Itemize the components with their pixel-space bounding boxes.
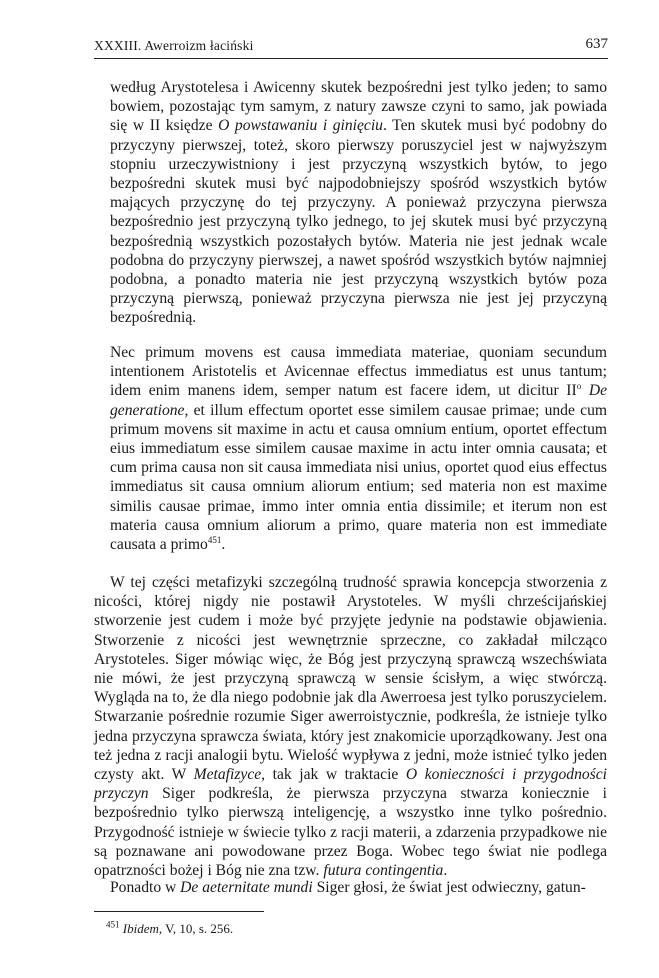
book-title: Metafizyce xyxy=(193,766,262,784)
footnote-divider xyxy=(94,911,264,912)
footnote: $^{451}$ Ibidem, V, 10, s. 256. xyxy=(106,919,234,936)
body-paragraph-continued: Ponadto w De aeternitate mundi Siger głosi, że świat jest odwieczny, gatun- xyxy=(110,879,586,896)
body-paragraph: W tej części metafizyki szczególną trudność sprawia koncepcja stworzenia z nicości, której nigdy nie postawił Arystoteles. W myśli chrześcijańskiej stworzenie jest cudem i może być przyjęte jedynie na podstawie objawienia. Stworzenie z nicości jest wewnętrznie sprzeczne, co zakładał milcząco Arystoteles. Siger mówiąc więc, że Bóg jest przyczyną sprawczą wszechświata nie mówi, że jest przyczyną sprawczą w sensie ścisłym, a więc stwórczą. Wygląda na to, że dla niego podobnie jak dla Awerroesa jest tylko poruszycielem. Stwarzanie pośrednie rozumie Siger awerroistycznie, podkreśla, że istnieje tylko jedna przyczyna sprawcza świata, który jest znakomicie uporządkowany. Jest ona też jedna z racji analogii bytu. Wielość wypływa z jedni, może istnieć tylko jeden czysty akt. W Metafizyce, tak jak w traktacie O konieczności i przygodności przyczyn Siger podkreśla, że pierwsza przyczyna stwarza koniecznie i bezpośrednio tylko pierwszą inteligencję, a wszystko inne tylko pośrednio. Przygodność istnieje w świecie tylko z racji materii, a zdarzenia przypadkowe nie są poznawane ani powodowane przez Boga. Wobec tego świat nie podlega opatrzności bożej i Bóg nie zna tzw. futura contingentia. xyxy=(94,574,608,880)
book-title: De generatione xyxy=(110,382,608,419)
polish-translation-paragraph: według Arystotelesa i Awicenny skutek bezpośredni jest tylko jeden; to samo bowiem, pozostając tym samym, z natury zawsze czyni to samo, jak powiada się w II księdze O powstawaniu i ginięciu. Ten skutek musi być podobny do przyczyny pierwszej, toteż, skoro pierwszy poruszyciel jest w najwyższym stopniu urzeczywistniony i jest przyczyną wszystkich bytów, to jego bezpośredni skutek musi być najpodobniejszy spośród wszystkich bytów mających przyczynę do tej przyczyny. A ponieważ przyczyna pierwsza bezpośrednio jest przyczyną tylko jednego, to jej skutek musi być przyczyną bezpośrednią wszystkich pozostałych bytów. Materia nie jest jednak wcale podobna do przyczyny pierwszej, a nawet spośród wszystkich bytów najmniej podobna, a ponadto materia nie jest przyczyną wszystkich bytów poza przyczyną pierwszą, ponieważ przyczyna pierwsza nie jest jej przyczyną bezpośrednią. xyxy=(110,79,607,327)
latin-quotation-paragraph: Nec primum movens est causa immediata materiae, quoniam secundum intentionem Aristotelis et Avicennae effectus immediatus est unus tantum; idem enim manens idem, semper natum est facere idem, ut dicitur $II^o$ De generatione, et illum effectum oportet esse similem causae primae; unde cum primum movens sit maxime in actu et causa omnium entium, oportet effectum eius immediatum esse similem causae maxime in actu inter omnia causata; et cum prima causa non sit causa immediata nisi unius, oportet quod eius effectus immediatus sit causa omnium aliorum entium; sed materia non est maxime similis causae primae, immo inter omnia entia dissimile; et iterum non est materia causa omnium aliorum a primo, quare materia non est immediate causata a primo$^{451}$. xyxy=(110,344,608,554)
book-title: O powstawaniu i ginięciu xyxy=(218,117,383,135)
book-title: De aeternitate mundi xyxy=(180,879,313,896)
page-number: 637 xyxy=(585,36,608,52)
running-head-title: XXXIII. Awerroizm łaciński xyxy=(94,38,254,53)
latin-term: futura contingentia xyxy=(323,862,444,880)
running-header xyxy=(94,36,608,59)
footnote-reference: 451 xyxy=(207,534,222,545)
book-title: O konieczności i przygodności przyczyn xyxy=(94,766,608,803)
footnote-number: 451 xyxy=(106,919,120,930)
